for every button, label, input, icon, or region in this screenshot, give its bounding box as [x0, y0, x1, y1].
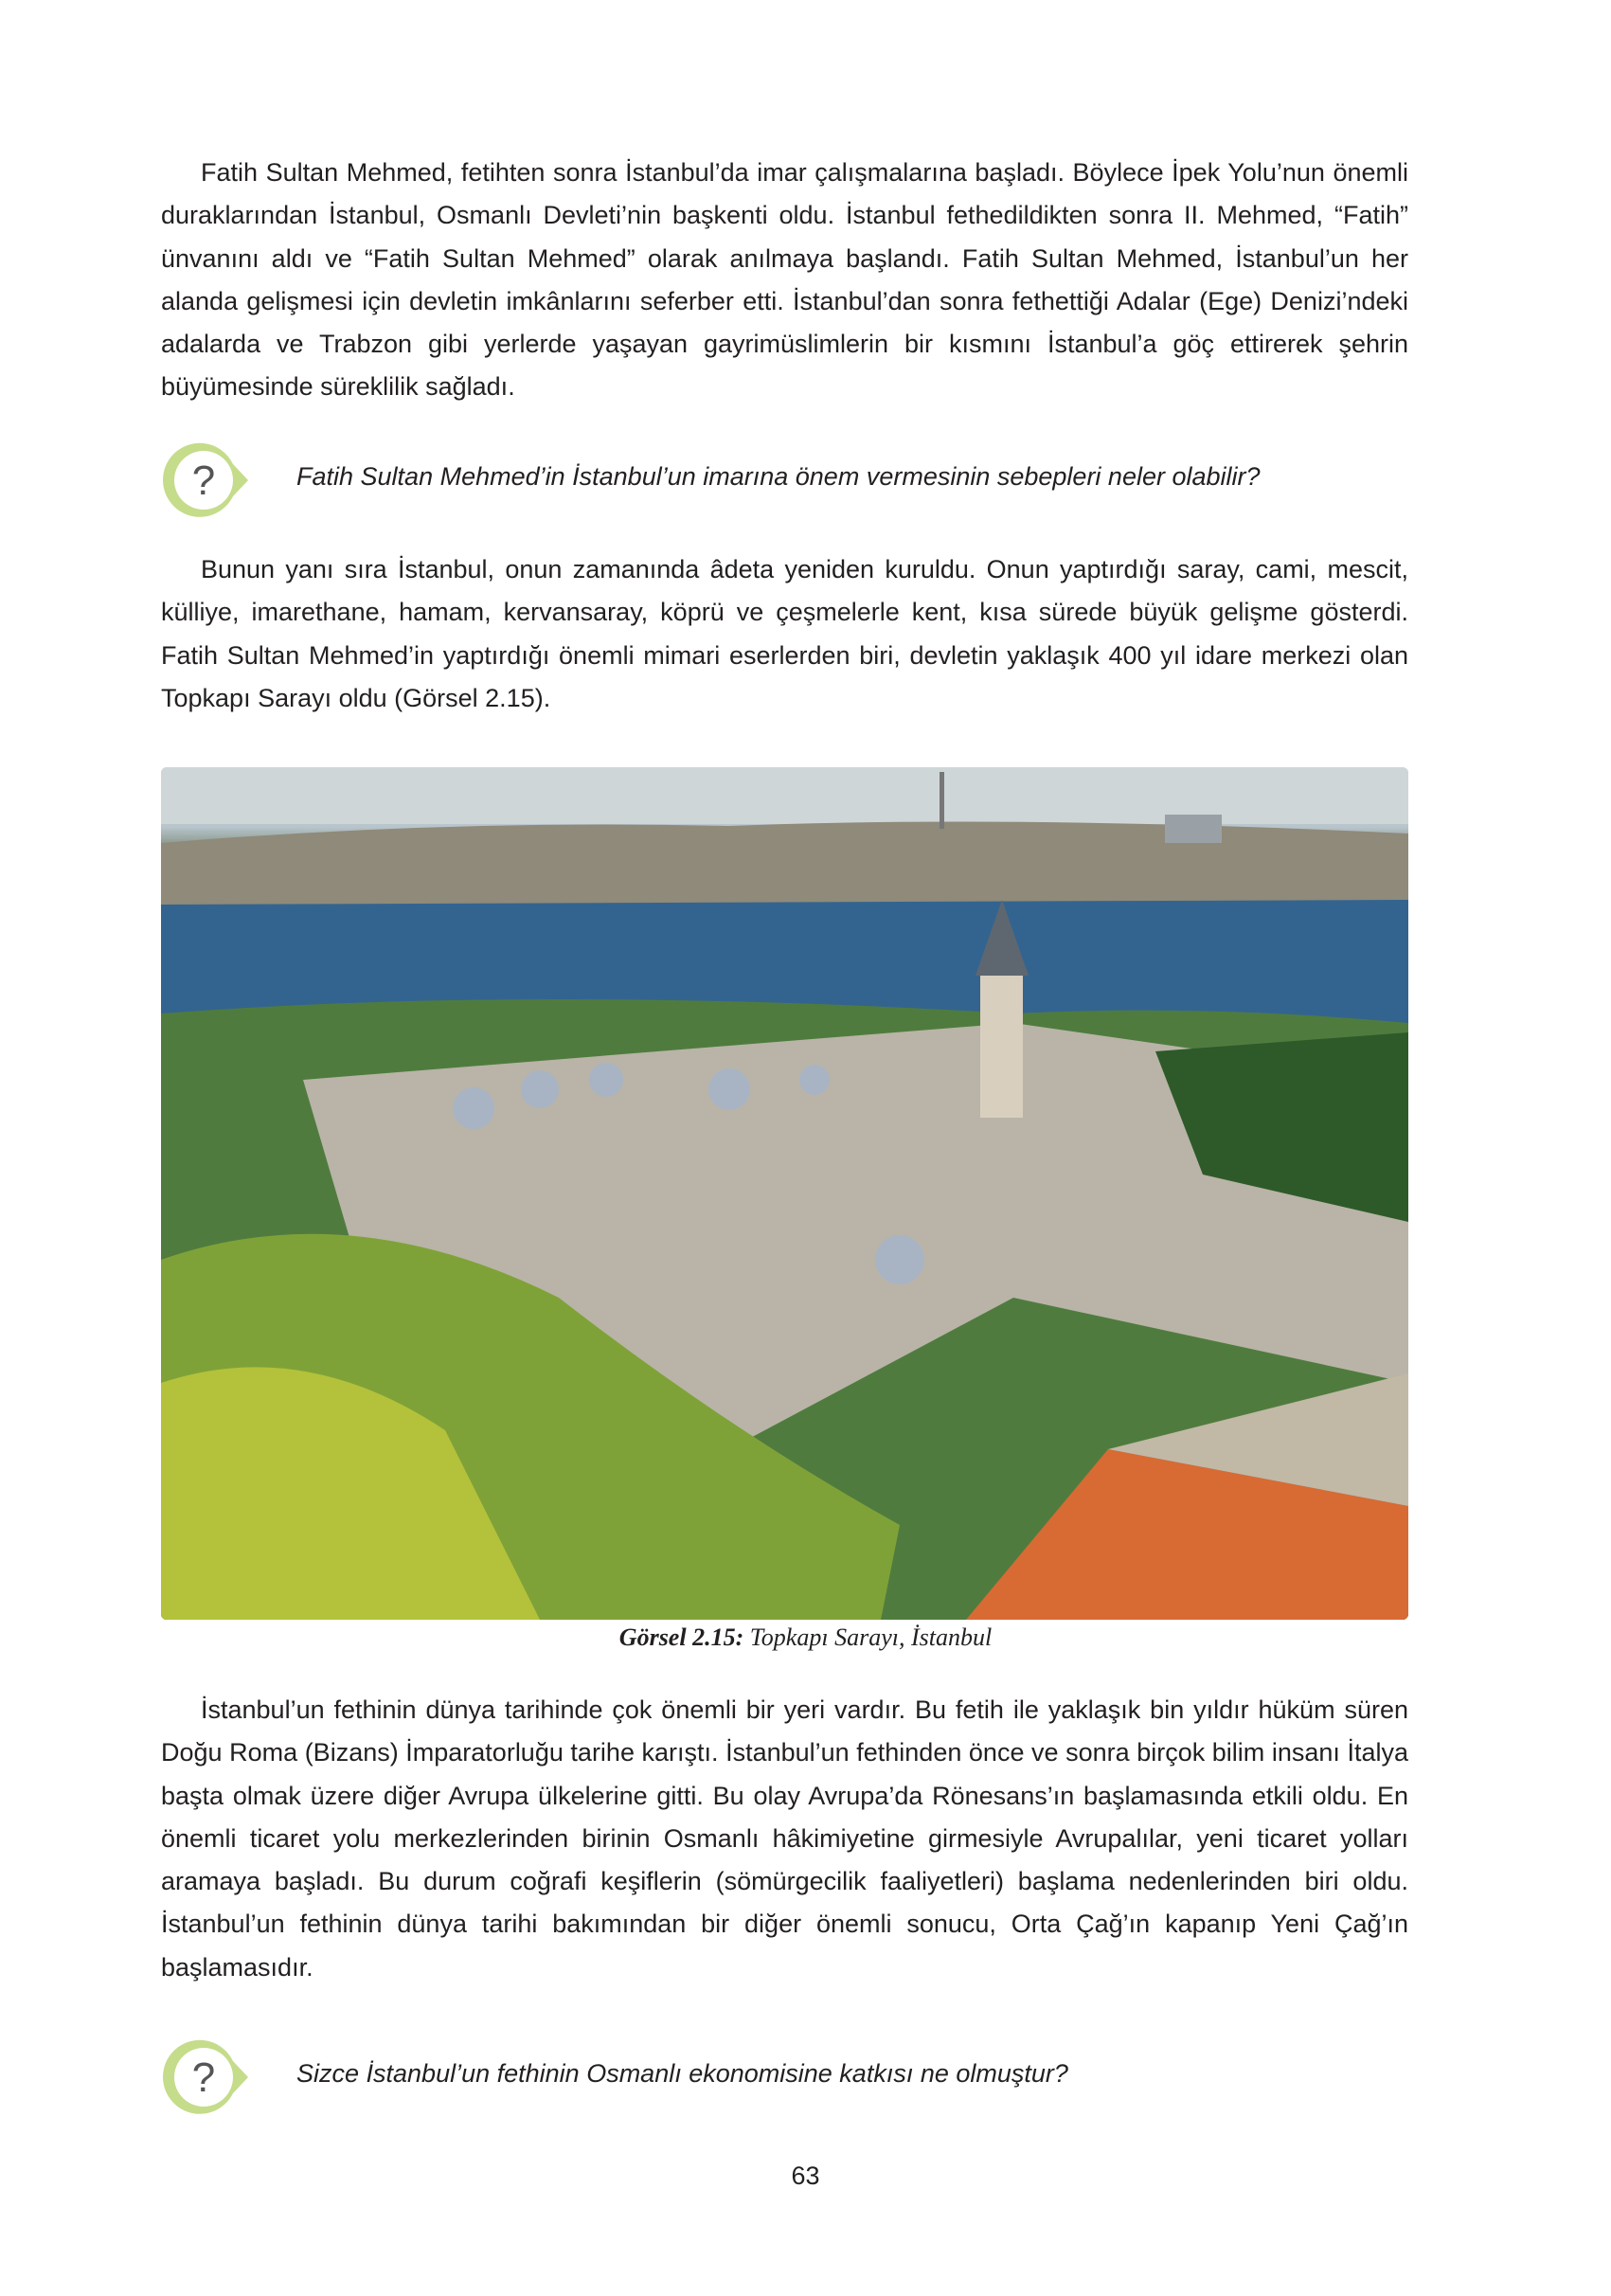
question-mark-icon	[161, 2036, 252, 2118]
page-number: 63	[791, 2161, 820, 2190]
paragraph-3: İstanbul’un fethinin dünya tarihinde çok önemli bir yeri vardır. Bu fetih ile yaklaşık bin yıldır hüküm süren Doğu Roma (Bizans) İmparatorluğu tarihe karıştı. İstanbul’un fethinden önce ve sonra birçok bilim insanı İtalya başta olmak üzere diğer Avrupa ülkelerine gitti. Bu olay Avrupa’da Rönesans’ın başlamasında etkili oldu. En önemli ticaret yolu merkezlerinden birinin Osmanlı hâkimiyetine girmesiyle Avrupalılar, yeni ticaret yolları aramaya başladı. Bu durum coğrafi keşiflerin (sömürgecilik faaliyetleri) başlama nedenlerinden biri oldu. İstanbul’un fethinin dünya tarihi bakımından bir diğer önemli sonucu, Orta Çağ’ın kapanıp Yeni Çağ’ın başlamasıdır.	[161, 1695, 1408, 1982]
question-box-2	[161, 2036, 1408, 2118]
question-mark-icon	[161, 439, 252, 521]
topkapi-palace-photo	[161, 767, 1408, 1620]
svg-text:?: ?	[191, 2054, 216, 2101]
paragraph-1: Fatih Sultan Mehmed, fetihten sonra İstanbul’da imar çalışmalarına başladı. Böylece İpek Yolu’nun önemli duraklarından İstanbul, Osmanlı Devleti’nin başkenti oldu. İstanbul fethedildikten sonra II. Mehmed, “Fatih” ünvanını aldı ve “Fatih Sultan Mehmed” olarak anılmaya başlandı. Fatih Sultan Mehmed, İstanbul’un her alanda gelişmesi için devletin imkânlarını seferber etti. İstanbul’dan sonra fethettiği Adalar (Ege) Denizi’ndeki adalarda ve Trabzon gibi yerlerde yaşayan gayrimüslimlerin bir kısmını İstanbul’a göç ettirerek şehrin büyümesinde süreklilik sağladı.	[161, 158, 1408, 402]
question-text: Sizce İstanbul’un fethinin Osmanlı ekonomisine katkısı ne olmuştur?	[296, 2059, 1068, 2088]
paragraph-2: Bunun yanı sıra İstanbul, onun zamanında âdeta yeniden kuruldu. Onun yaptırdığı saray, cami, mescit, külliye, imarethane, hamam, kervansaray, köprü ve çeşmelerle kent, kısa sürede büyük gelişme gösterdi. Fatih Sultan Mehmed’in yaptırdığı önemli mimari eserlerden biri, devletin yaklaşık 400 yıl idare merkezi olan Topkapı Sarayı oldu (Görsel 2.15).	[161, 555, 1408, 712]
photo-illustration	[161, 767, 1408, 1620]
question-box-1	[161, 439, 1408, 521]
question-text: Fatih Sultan Mehmed’in İstanbul’un imarına önem vermesinin sebepleri neler olabilir?	[296, 462, 1261, 491]
figure-caption	[0, 1623, 1611, 1652]
svg-text:?: ?	[191, 457, 216, 504]
figure-label: Görsel 2.15:	[618, 1623, 744, 1651]
figure-title: Topkapı Sarayı, İstanbul	[749, 1623, 993, 1651]
